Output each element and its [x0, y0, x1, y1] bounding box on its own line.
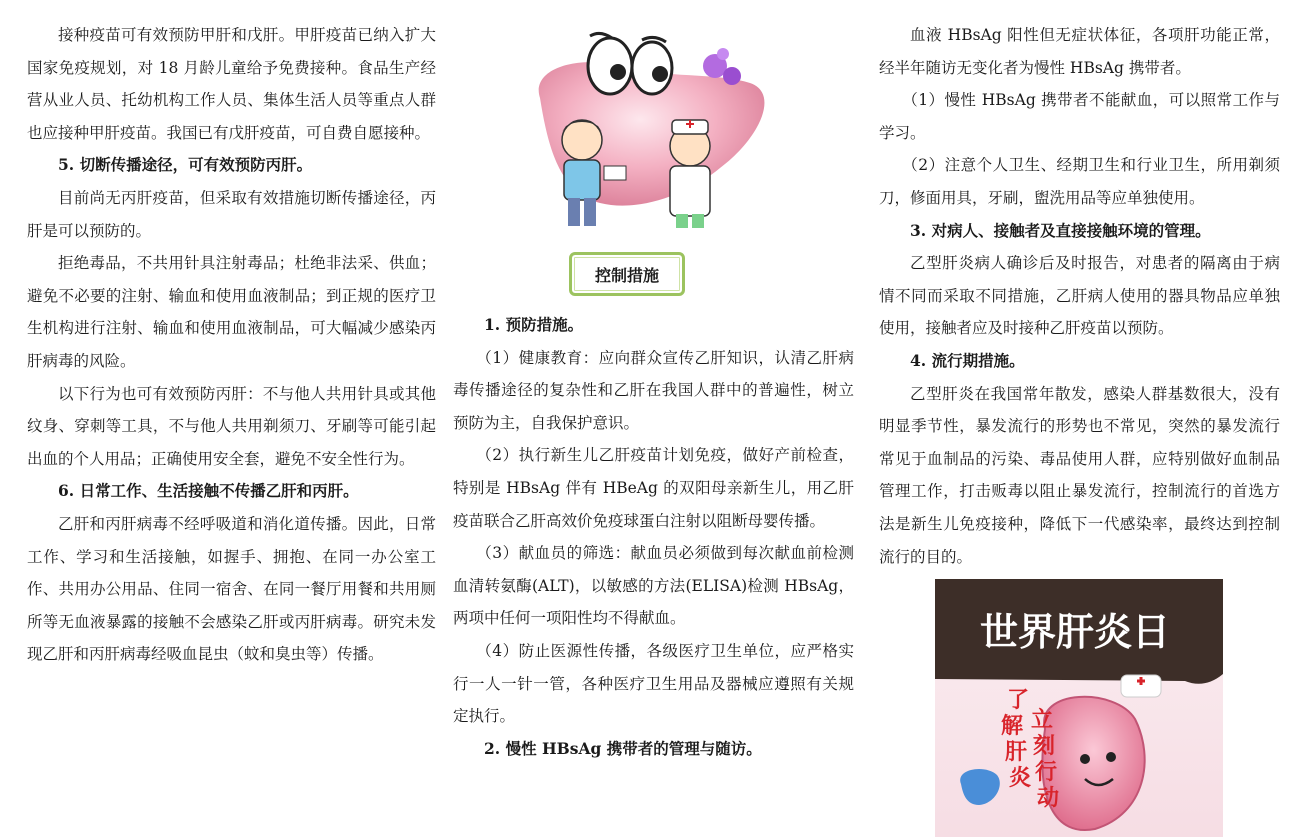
poster-slogan-right-3: 行 [1035, 760, 1058, 785]
column-middle [453, 309, 854, 765]
poster-slogan-left-2: 解 [1001, 714, 1024, 739]
poster-slogan-right-2: 刻 [1033, 734, 1056, 759]
item-iatrogenic-prevention: （4）防止医源性传播，各级医疗卫生单位，应严格实行一人一针一管，各种医疗卫生用品及器械应遵照有关规定执行。 [453, 641, 854, 726]
column-right [879, 19, 1280, 573]
poster-slogan-right-4: 动 [1037, 786, 1060, 811]
paragraph-hcv-no-vaccine: 目前尚无丙肝疫苗，但采取有效措施切断传播途径，丙肝是可以预防的。 [27, 188, 436, 240]
item-personal-hygiene: （2）注意个人卫生、经期卫生和行业卫生，所用剃须刀，修面用具，牙刷，盥洗用品等应单独使用。 [879, 156, 1280, 207]
paragraph-daily-contact: 乙肝和丙肝病毒不经呼吸道和消化道传播。因此，日常工作、学习和生活接触，如握手、拥抱、在同一办公室工作、共用办公用品、住同一宿舍、在同一餐厅用餐和共用厕所等无血液暴露的接触不会感染乙肝或丙肝病毒。研究未发现乙肝和丙肝病毒经吸血昆虫（蚊和臭虫等）传播。 [27, 514, 436, 664]
heading-carrier-management: 2. 慢性 HBsAg 携带者的管理与随访。 [484, 738, 762, 758]
paragraph-vaccine: 接种疫苗可有效预防甲肝和戊肝。甲肝疫苗已纳入扩大国家免疫规划，对 18 月龄儿童给予免费接种。食品生产经营从业人员、托幼机构工作人员、集体生活人员等重点人群也应接种甲肝疫苗。我国已有戊肝疫苗，可自费自愿接种。 [27, 26, 436, 142]
heading-4: 4. 流行期措施。 [910, 350, 1025, 370]
column-left [27, 19, 436, 671]
heading-3: 3. 对病人、接触者及直接接触环境的管理。 [910, 220, 1211, 240]
heading-6: 6. 日常工作、生活接触不传播乙肝和丙肝。 [58, 481, 359, 501]
heading-5: 5. 切断传播途径，可有效预防丙肝。 [58, 155, 313, 175]
poster-slogan-right-1: 立 [1031, 708, 1054, 733]
paragraph-carrier-definition: 血液 HBsAg 阳性但无症状体征，各项肝功能正常，经半年随访无变化者为慢性 HBsAg 携带者。 [879, 26, 1280, 77]
doctor-figure [670, 120, 710, 228]
item-carrier-no-donate: （1）慢性 HBsAg 携带者不能献血，可以照常工作与学习。 [879, 91, 1280, 142]
paragraph-behaviors: 以下行为也可有效预防丙肝：不与他人共用针具或其他纹身、穿刺等工具，不与他人共用剃须刀、牙刷等可能引起出血的个人用品；正确使用安全套，避免不安全性行为。 [27, 384, 436, 468]
poster-title: 世界肝炎日 [979, 610, 1171, 654]
liver-cartoon-illustration [520, 28, 842, 248]
world-hepatitis-day-poster [935, 579, 1223, 837]
heading-prevention: 1. 预防措施。 [484, 315, 584, 334]
poster-slogan-left-1: 了 [1007, 688, 1030, 713]
poster-slogan-left-4: 炎 [1009, 766, 1032, 791]
control-measures-title-box: 控制措施 [569, 252, 685, 296]
paragraph-epidemic-measures: 乙型肝炎在我国常年散发，感染人群基数很大，没有明显季节性，暴发流行的形势也不常见，突然的暴发流行常见于血制品的污染、毒品使用人群，应特别做好血制品管理工作，打击贩毒以阻止暴发流行，控制流行的首选方法是新生儿免疫接种，降低下一代感染率，最终达到控制流行的目的。 [879, 384, 1280, 566]
poster-slogan-left-3: 肝 [1005, 740, 1028, 765]
item-blood-donor-screening: （3）献血员的筛选：献血员必须做到每次献血前检测血清转氨酶(ALT)，以敏感的方法(ELISA)检测 HBsAg，两项中任何一项阳性均不得献血。 [453, 544, 854, 628]
paragraph-refuse-drugs: 拒绝毒品，不共用针具注射毒品；杜绝非法采、供血；避免不必要的注射、输血和使用血液制品；到正规的医疗卫生机构进行注射、输血和使用血液制品，可大幅减少感染丙肝病毒的风险。 [27, 254, 436, 370]
paragraph-patient-report: 乙型肝炎病人确诊后及时报告，对患者的隔离由于病情不同而采取不同措施，乙肝病人使用的器具物品应单独使用，接触者应及时接种乙肝疫苗以预防。 [879, 254, 1280, 338]
item-newborn-vaccine: （2）执行新生儿乙肝疫苗计划免疫，做好产前检查，特别是 HBsAg 伴有 HBeAg 的双阳母亲新生儿，用乙肝疫苗联合乙肝高效价免疫球蛋白注射以阻断母婴传播。 [453, 446, 854, 530]
item-health-education: （1）健康教育：应向群众宣传乙肝知识，认清乙肝病毒传播途径的复杂性和乙肝在我国人群中的普遍性，树立预防为主，自我保护意识。 [453, 348, 854, 432]
